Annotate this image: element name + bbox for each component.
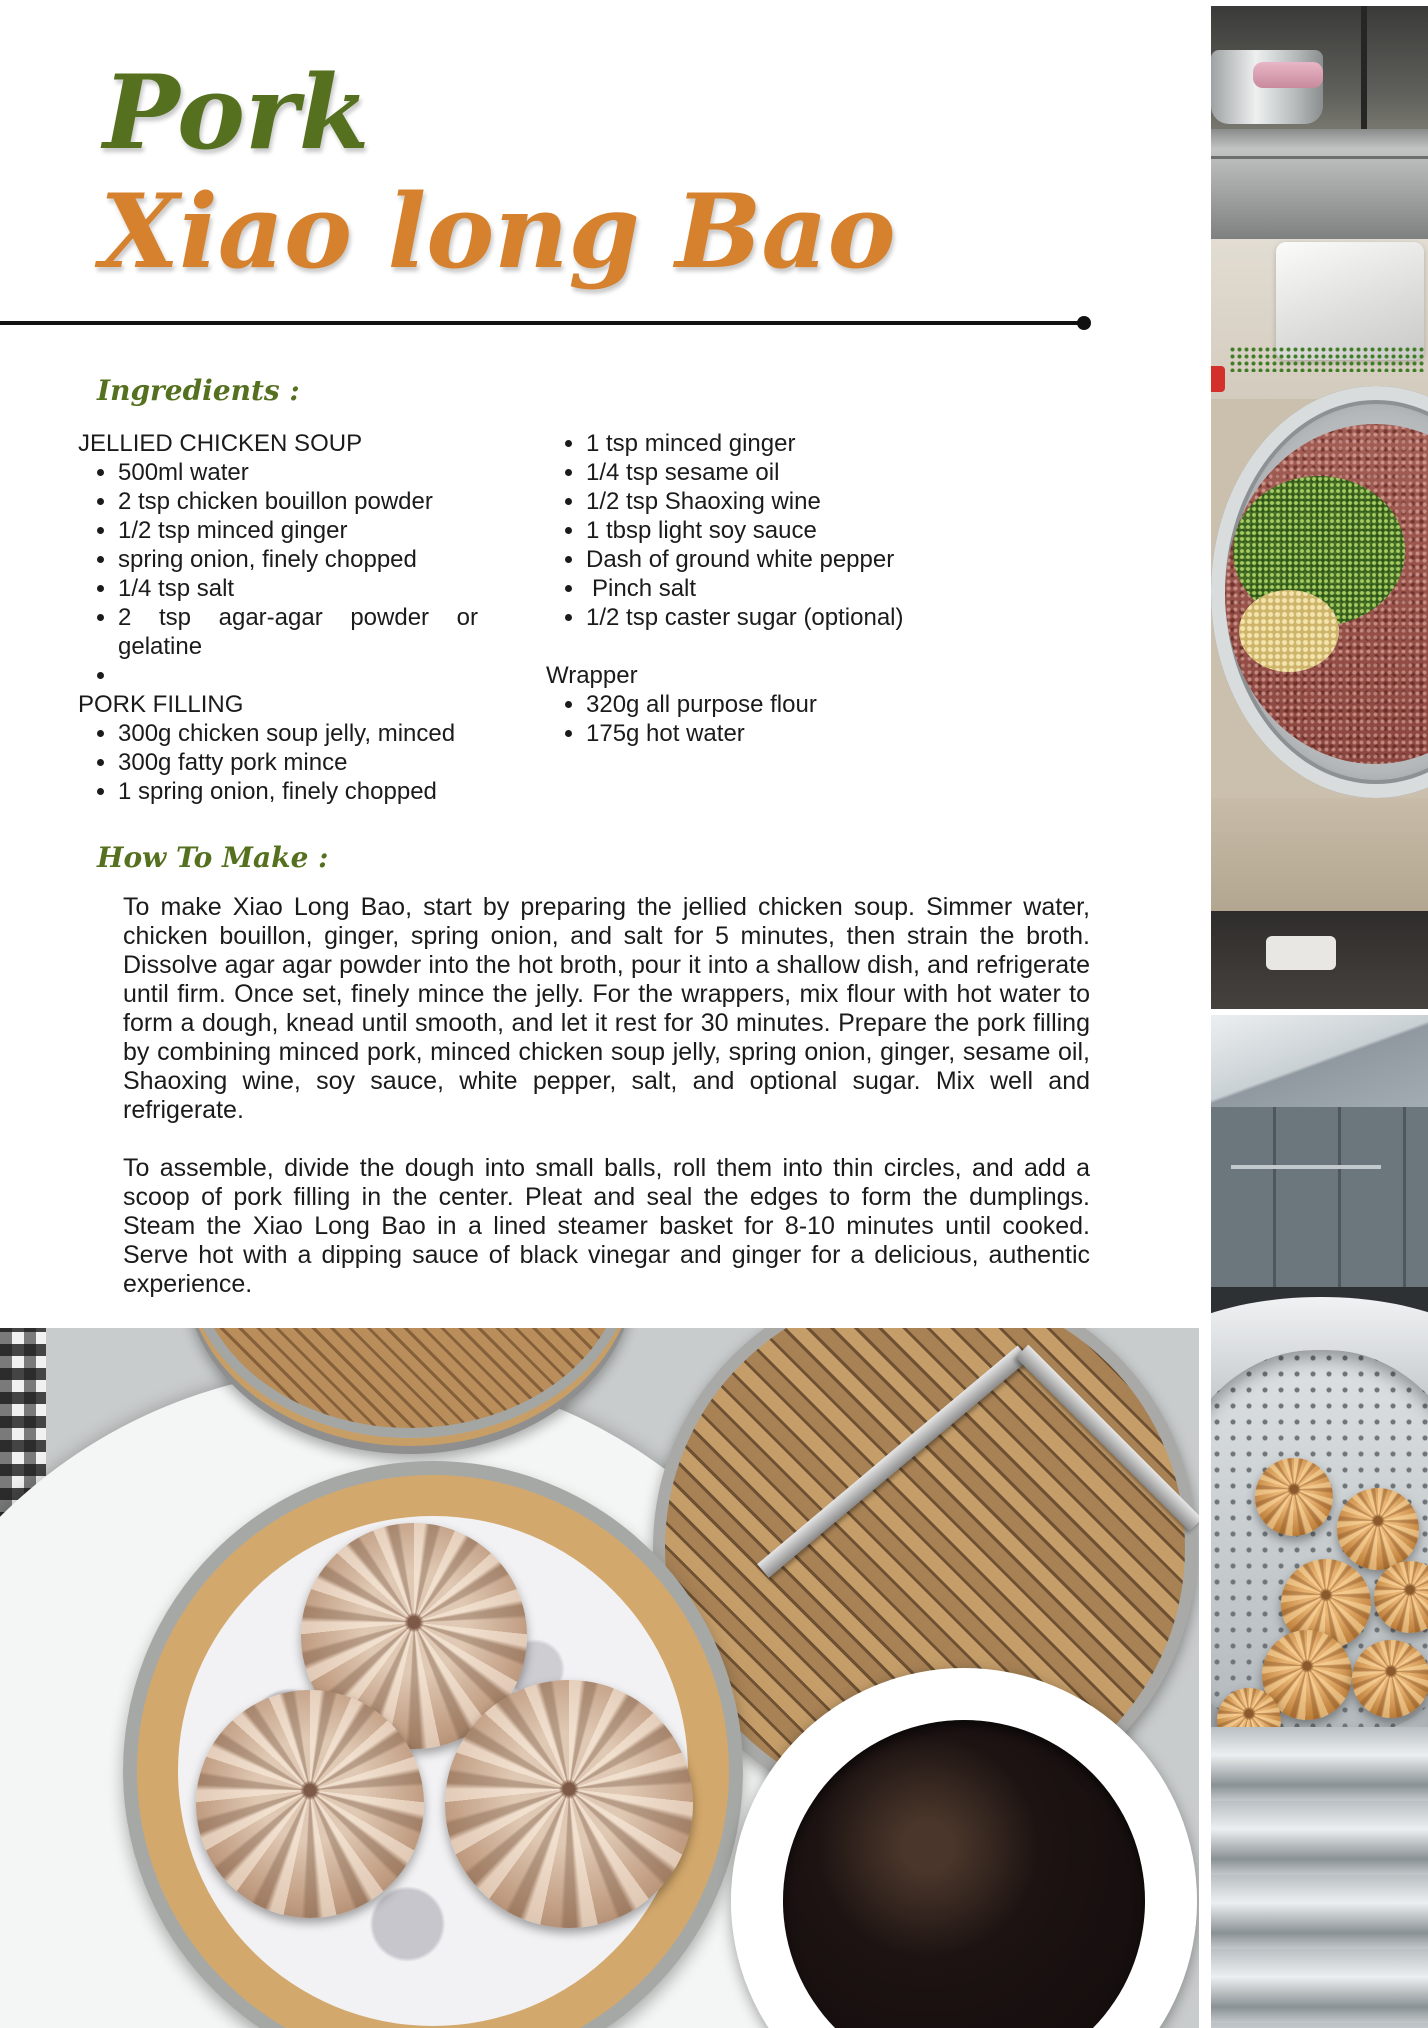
list-item: • 1/4 tsp sesame oil <box>586 458 1046 487</box>
method-text <box>123 893 1090 1328</box>
photo-steamer-with-dumplings <box>1211 1015 1428 2028</box>
list-item: • 300g chicken soup jelly, minced <box>118 719 478 748</box>
list-item: • 1 tsp minced ginger <box>586 429 1046 458</box>
method-paragraph: To assemble, divide the dough into small balls, roll them into thin circles, and add a scoop of pork filling in the center. Pleat and seal the edges to form the dumplings. Steam the Xiao Long Bao in a lined steamer basket for 8-10 minutes until cooked. Serve hot with a dipping sauce of black vinegar and ginger for a delicious, authentic experience. <box>123 1154 1090 1298</box>
list-item: • Pinch salt <box>586 574 1046 603</box>
list-item: • 1/4 tsp salt <box>118 574 478 603</box>
steel-shelf <box>1211 129 1428 239</box>
title-divider-line <box>0 321 1084 325</box>
recipe-title-line-2: Xiao long Bao <box>100 172 896 292</box>
jellied-chicken-soup-label: JELLIED CHICKEN SOUP <box>78 430 363 457</box>
ingredients-heading: Ingredients : <box>97 374 300 407</box>
dumpling <box>445 1680 693 1928</box>
photo-filling-mixing-bowl <box>1211 6 1428 1009</box>
list-item: • 175g hot water <box>586 719 1046 748</box>
wrapper-label: Wrapper <box>546 662 638 689</box>
dumpling <box>1337 1488 1419 1570</box>
list-item: • 500ml water <box>118 458 478 487</box>
list-item: • 1 spring onion, finely chopped <box>118 777 478 806</box>
photo-served-xiao-long-bao <box>0 1328 1199 2028</box>
empty-list-item <box>118 661 478 690</box>
list-item: • 1 tbsp light soy sauce <box>586 516 1046 545</box>
method-paragraph: To make Xiao Long Bao, start by preparing the jellied chicken soup. Simmer water, chicken bouillon, ginger, spring onion, and salt for 5 minutes, then strain the broth. Dissolve agar agar powder into the hot broth, pour it into a shallow dish, and refrigerate until firm. Once set, finely mince the jelly. For the wrappers, mix flour with hot water to form a dough, knead until smooth, and let it rest for 30 minutes. Prepare the pork filling by combining minced pork, minced chicken soup jelly, spring onion, ginger, sesame oil, Shaoxing wine, soy sauce, white pepper, salt, and optional sugar. Mix well and refrigerate. <box>123 893 1090 1124</box>
divider-end-dot <box>1077 316 1091 330</box>
pink-container <box>1253 62 1323 88</box>
minced-ginger <box>1239 590 1339 672</box>
list-item: • 2 tsp agar-agar powder or gelatine <box>118 603 478 661</box>
recipe-title-line-1: Pork <box>103 53 370 173</box>
jellied-chicken-soup-list <box>78 458 478 690</box>
wrapper-list <box>546 690 1046 748</box>
scattered-herbs <box>1229 346 1424 372</box>
list-item: • 2 tsp chicken bouillon powder <box>118 487 478 516</box>
pork-filling-list-part-2 <box>546 429 1046 632</box>
steel-cabinets <box>1211 1107 1428 1297</box>
flour-bag <box>1276 242 1424 360</box>
red-utensil <box>1211 366 1225 392</box>
ingredients-right-column <box>546 429 1046 748</box>
list-item: • 320g all purpose flour <box>586 690 1046 719</box>
how-to-make-heading: How To Make : <box>97 841 329 874</box>
list-item: • 1/2 tsp caster sugar (optional) <box>586 603 1046 632</box>
ingredients-left-column <box>78 429 478 806</box>
cabinet-handle <box>1231 1165 1381 1169</box>
column-spacer <box>546 632 1046 661</box>
cloth <box>1266 936 1336 970</box>
list-item: • 300g fatty pork mince <box>118 748 478 777</box>
counter <box>1211 798 1428 911</box>
dumpling <box>1352 1640 1428 1718</box>
shelf-edge <box>1211 156 1428 159</box>
list-item: • 1/2 tsp minced ginger <box>118 516 478 545</box>
door-frame <box>1361 6 1367 129</box>
pork-filling-label: PORK FILLING <box>78 691 244 718</box>
list-item: • spring onion, finely chopped <box>118 545 478 574</box>
pork-filling-list-part-1 <box>78 719 478 806</box>
list-item: • 1/2 tsp Shaoxing wine <box>586 487 1046 516</box>
dumpling <box>1255 1458 1333 1536</box>
dumpling <box>196 1690 424 1918</box>
stacked-steamer-rims <box>1211 1727 1428 2028</box>
list-item: • Dash of ground white pepper <box>586 545 1046 574</box>
